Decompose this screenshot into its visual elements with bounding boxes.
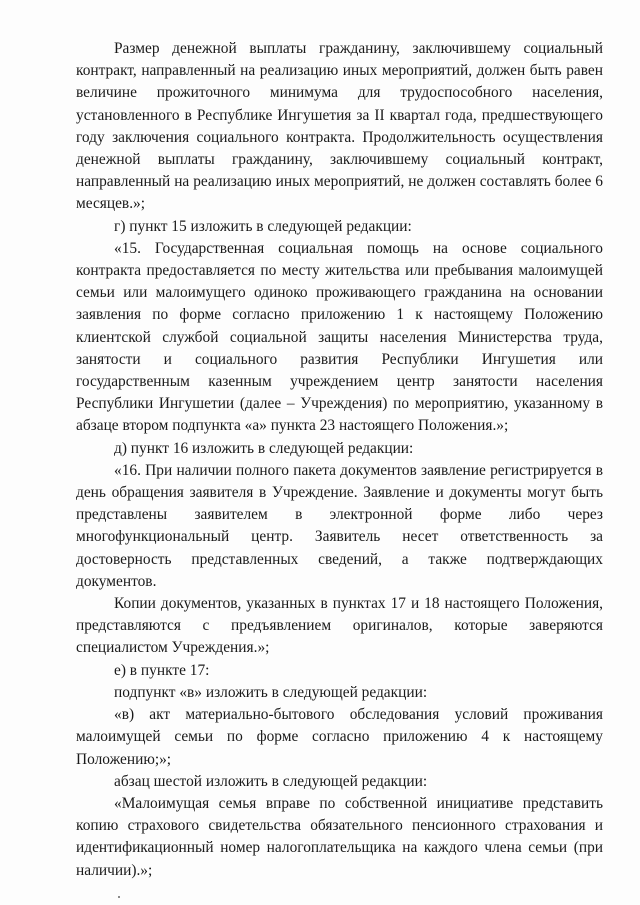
paragraph-payment-size: Размер денежной выплаты гражданину, заключившему социальный контракт, направленный на реализацию иных мероприятий, должен быть равен величине прожиточного минимума для трудоспособного населения, установленного в Республике Ингушетия за II квартал года, предшествующего году заключения социального контракта. Продолжительность осуществления денежной выплаты гражданину, заключившему социальный контракт, направленный на реализацию иных мероприятий, не должен составлять более 6 месяцев.»; bbox=[76, 40, 603, 213]
paragraph-item-d: д) пункт 16 изложить в следующей редакции: bbox=[114, 439, 414, 457]
paragraph-copies: Копии документов, указанных в пунктах 17 и 18 настоящего Положения, представляются с предъявлением оригиналов, которые заверяются специалистом Учреждения.»; bbox=[76, 595, 603, 657]
paragraph-point-15: «15. Государственная социальная помощь на основе социального контракта предоставляется по месту жительства или пребывания малоимущей семьи или малоимущего одиноко проживающего гражданина на основании заявления по форме согласно приложению 1 к настоящему Положению клиентской службой социальной защиты населения Министерства труда, занятости и социального развития Республики Ингушетия или государственным казенным учреждением центр занятости населения Республики Ингушетии (далее – Учреждения) по мероприятию, указанному в абзаце втором подпункта «а» пункта 23 настоящего Положения.»; bbox=[76, 239, 603, 435]
paragraph-subpoint-v-text: «в) акт материально-бытового обследования условий проживания малоимущей семьи по форме согласно приложению 4 к настоящему Положению;»; bbox=[76, 706, 603, 768]
paragraph-item-g: г) пункт 15 изложить в следующей редакции: bbox=[114, 217, 412, 235]
paragraph-item-e: е) в пункте 17: bbox=[114, 661, 210, 679]
paragraph-sixth-abzac-text: «Малоимущая семья вправе по собственной инициативе представить копию страхового свидетельства обязательного пенсионного страхования и идентификационный номер налогоплательщика на каждого члена семьи (при наличии).»; bbox=[76, 794, 603, 879]
document-body bbox=[76, 38, 603, 882]
paragraph-point-16: «16. При наличии полного пакета документов заявление регистрируется в день обращения заявителя в Учреждение. Заявление и документы могут быть представлены заявителем в электронной форме либо через многофункциональный центр. Заявитель несет ответственность за достоверность представленных сведений, а также подтверждающих документов. bbox=[76, 461, 603, 590]
paragraph-subpoint-v: подпункт «в» изложить в следующей редакции: bbox=[114, 683, 428, 701]
scan-speck bbox=[118, 896, 120, 898]
paragraph-sixth-abzac: абзац шестой изложить в следующей редакции: bbox=[114, 772, 428, 790]
